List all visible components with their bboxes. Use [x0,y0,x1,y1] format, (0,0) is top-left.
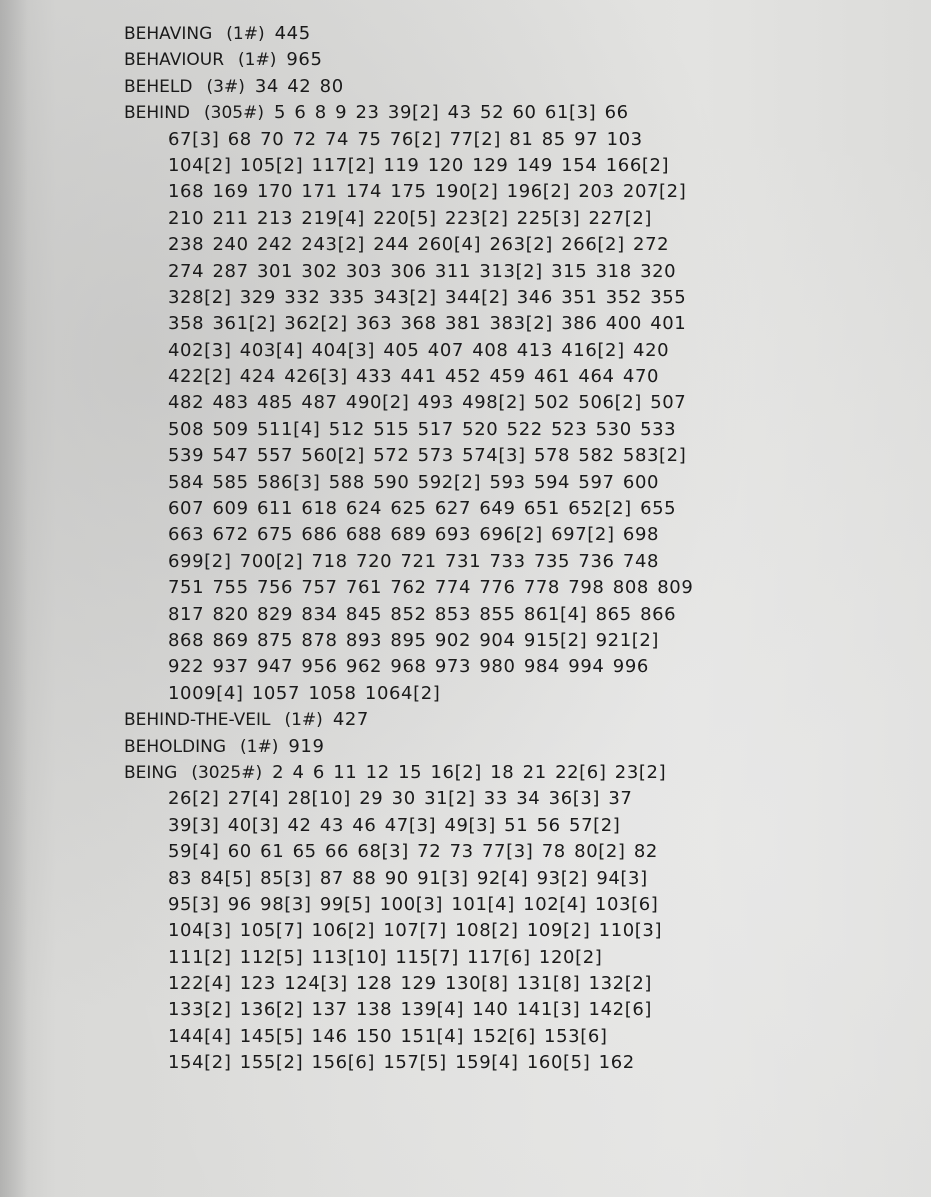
index-entry [124,47,884,73]
page-references: 133[2] 136[2] 137 138 139[4] 140 141[3] 142[6] [168,999,652,1021]
occurrence-count: (3#) [206,76,245,97]
index-entry [124,707,884,733]
entry-continuation-line [124,654,884,680]
headword: BEING [124,762,178,783]
entry-continuation-line [124,206,884,232]
entry-continuation-line [124,997,884,1023]
page-references: 427 [332,709,369,731]
entry-continuation-line [124,945,884,971]
headword: BEHOLDING [124,736,227,757]
entry-continuation-line [124,364,884,390]
entry-first-line [124,74,884,100]
index-entry [124,100,884,707]
entry-first-line [124,760,884,786]
entry-continuation-line [124,971,884,997]
entry-continuation-line [124,575,884,601]
occurrence-count: (1#) [238,50,277,71]
page-references: 445 [274,23,311,44]
entry-continuation-line [124,1050,884,1076]
entry-continuation-line [124,311,884,337]
page-references: 584 585 586[3] 588 590 592[2] 593 594 597 600 [168,471,660,493]
entry-continuation-line [124,839,884,865]
index-entry [124,734,884,760]
entry-continuation-line [124,628,884,654]
entry-continuation-line [124,417,884,443]
headword: BEHAVIOUR [124,50,225,71]
entry-continuation-line [124,443,884,469]
index-entry [124,74,884,100]
page-references: 328[2] 329 332 335 343[2] 344[2] 346 351 352 355 [168,286,687,308]
entry-continuation-line [124,179,884,205]
entry-continuation-line [124,892,884,918]
page-references: 508 509 511[4] 512 515 517 520 522 523 530 533 [168,418,677,440]
entry-continuation-line [124,390,884,416]
page-references: 59[4] 60 61 65 66 68[3] 72 73 77[3] 78 80[2] 82 [168,841,658,863]
entry-continuation-line [124,918,884,944]
occurrence-count: (1#) [284,710,323,731]
headword: BEHIND-THE-VEIL [124,710,271,731]
entry-continuation-line [124,786,884,812]
entry-first-line [124,21,884,47]
page-references: 922 937 947 956 962 968 973 980 984 994 996 [168,656,649,678]
entry-continuation-line [124,127,884,153]
page-references: 104[3] 105[7] 106[2] 107[7] 108[2] 109[2] 110[3] [168,920,663,942]
page-references: 868 869 875 878 893 895 902 904 915[2] 921[2] [168,629,660,651]
entry-first-line [124,100,884,126]
entry-continuation-line [124,153,884,179]
index-entry [124,21,884,47]
page-references: 663 672 675 686 688 689 693 696[2] 697[2] 698 [168,524,660,546]
entry-continuation-line [124,602,884,628]
entry-first-line [124,47,884,73]
page-references: 144[4] 145[5] 146 150 151[4] 152[6] 153[6] [168,1025,608,1047]
page-references: 402[3] 403[4] 404[3] 405 407 408 413 416[2] 420 [168,339,670,361]
page-references: 111[2] 112[5] 113[10] 115[7] 117[6] 120[2] [168,946,603,968]
page-references: 67[3] 68 70 72 74 75 76[2] 77[2] 81 85 97 103 [168,128,643,150]
entry-continuation-line [124,549,884,575]
entry-continuation-line [124,813,884,839]
headword: BEHIND [124,103,191,124]
page-references: 34 42 80 [254,75,344,97]
page-references: 26[2] 27[4] 28[10] 29 30 31[2] 33 34 36[3] 37 [168,788,633,810]
index-entry [124,760,884,1077]
page-references: 751 755 756 757 761 762 774 776 778 798 808 809 [168,577,694,599]
page-references: 817 820 829 834 845 852 853 855 861[4] 865 866 [168,603,677,625]
concordance-index [124,21,884,1077]
entry-continuation-line [124,259,884,285]
entry-first-line [124,707,884,733]
occurrence-count: (1#) [240,736,279,757]
page-references: 210 211 213 219[4] 220[5] 223[2] 225[3] 227[2] [168,207,652,229]
page-references: 238 240 242 243[2] 244 260[4] 263[2] 266[2] 272 [168,234,670,256]
occurrence-count: (3025#) [191,762,263,783]
page-references: 358 361[2] 362[2] 363 368 381 383[2] 386 400 401 [168,313,687,335]
occurrence-count: (305#) [204,103,264,124]
entry-continuation-line [124,522,884,548]
page-references: 1009[4] 1057 1058 1064[2] [168,682,441,704]
page-references: 422[2] 424 426[3] 433 441 452 459 461 464 470 [168,366,660,388]
entry-first-line [124,734,884,760]
entry-continuation-line [124,470,884,496]
page-references: 2 4 6 11 12 15 16[2] 18 21 22[6] 23[2] [272,761,667,783]
entry-continuation-line [124,681,884,707]
entry-continuation-line [124,232,884,258]
page-references: 919 [288,735,325,757]
page-references: 83 84[5] 85[3] 87 88 90 91[3] 92[4] 93[2] 94[3] [168,867,648,889]
page-references: 482 483 485 487 490[2] 493 498[2] 502 506[2] 507 [168,392,687,414]
entry-continuation-line [124,496,884,522]
page-references: 699[2] 700[2] 718 720 721 731 733 735 736 748 [168,550,660,572]
page-references: 539 547 557 560[2] 572 573 574[3] 578 582 583[2] [168,445,687,467]
page-references: 274 287 301 302 303 306 311 313[2] 315 318 320 [168,260,677,282]
page-references: 965 [286,49,323,71]
entry-continuation-line [124,338,884,364]
entry-continuation-line [124,866,884,892]
page-references: 154[2] 155[2] 156[6] 157[5] 159[4] 160[5] 162 [168,1052,635,1074]
entry-continuation-line [124,285,884,311]
page-references: 95[3] 96 98[3] 99[5] 100[3] 101[4] 102[4] 103[6] [168,893,659,915]
page-references: 607 609 611 618 624 625 627 649 651 652[2] 655 [168,498,677,520]
page-references: 5 6 8 9 23 39[2] 43 52 60 61[3] 66 [273,102,629,124]
page-references: 104[2] 105[2] 117[2] 119 120 129 149 154 166[2] [168,154,670,176]
headword: BEHAVING [124,24,213,44]
page-references: 168 169 170 171 174 175 190[2] 196[2] 203 207[2] [168,181,687,203]
headword: BEHELD [124,76,193,97]
page-references: 39[3] 40[3] 42 43 46 47[3] 49[3] 51 56 57[2] [168,814,621,836]
entry-continuation-line [124,1024,884,1050]
occurrence-count: (1#) [226,24,265,44]
page-references: 122[4] 123 124[3] 128 129 130[8] 131[8] 132[2] [168,973,652,995]
